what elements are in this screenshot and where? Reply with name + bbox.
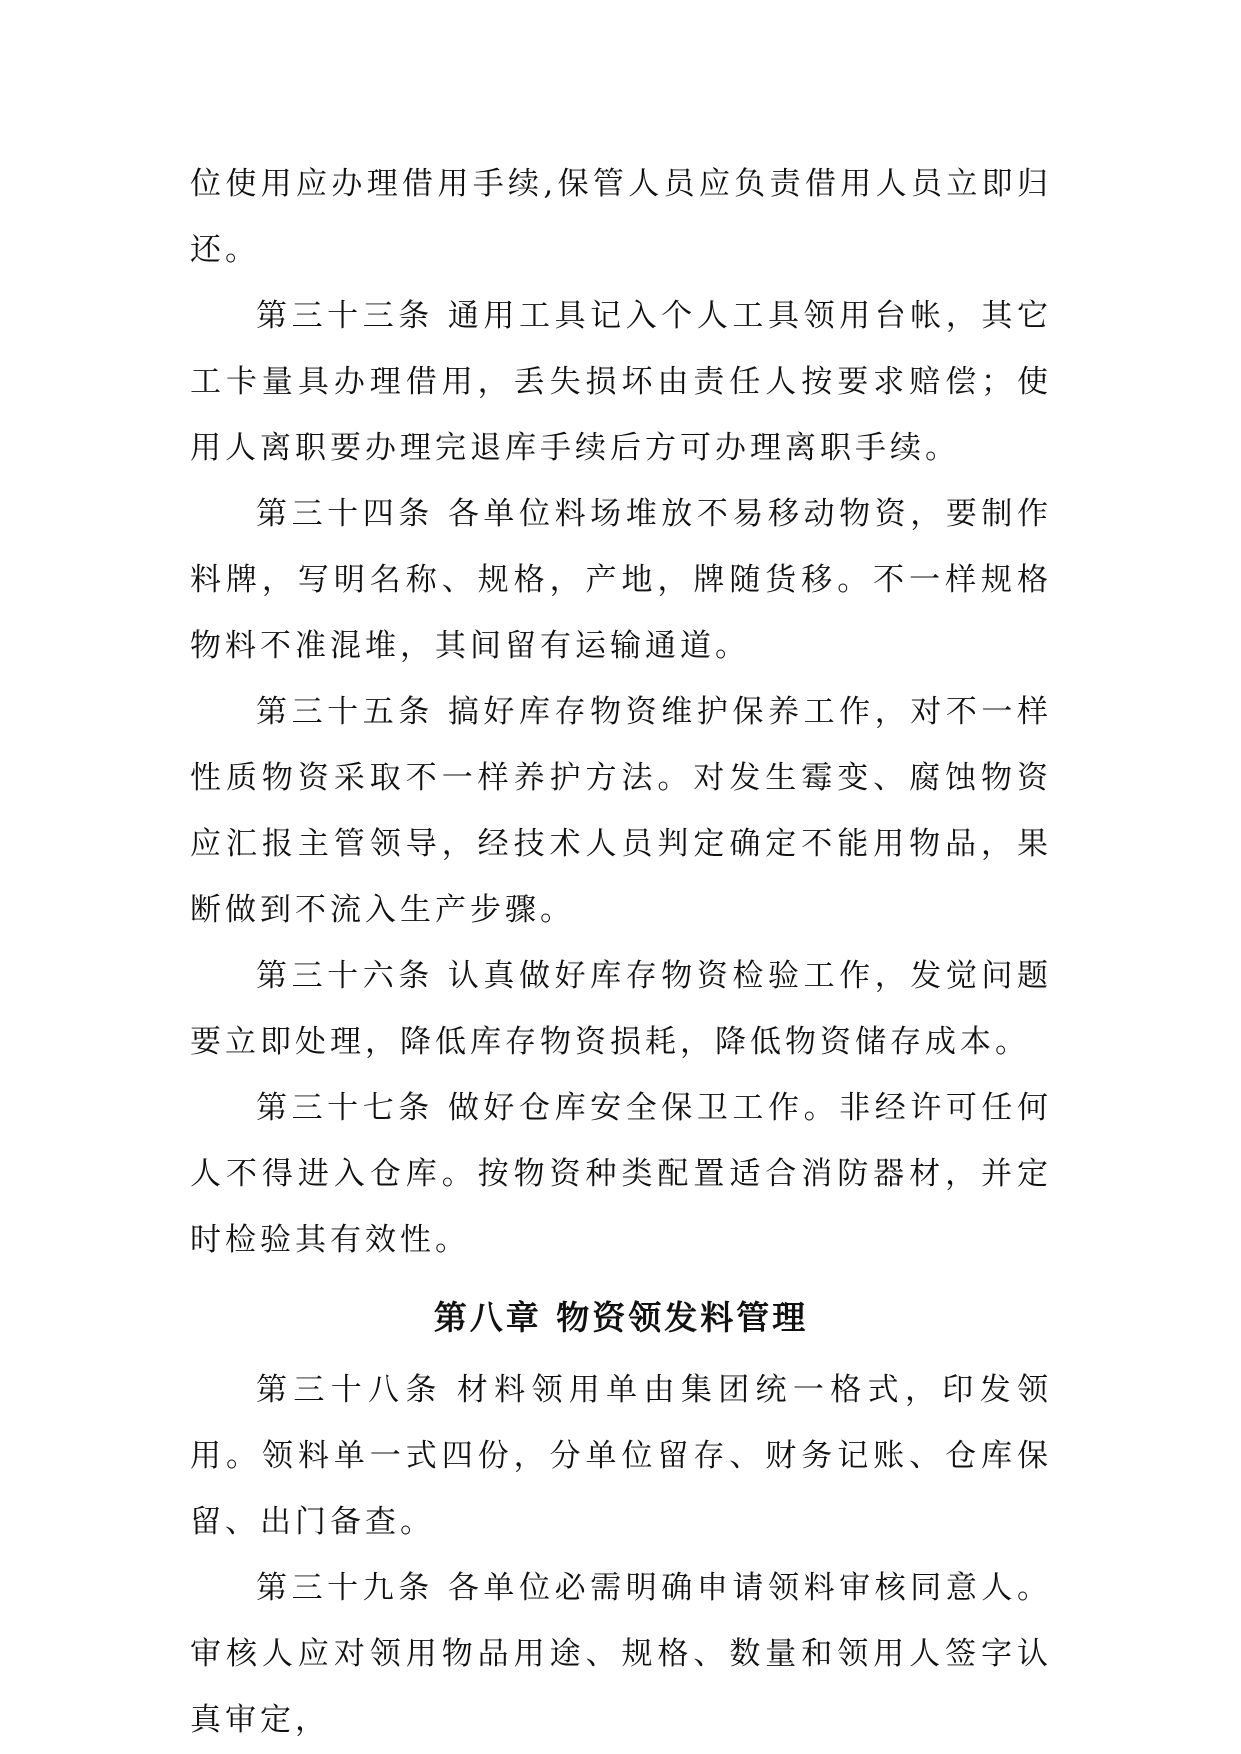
article-33 bbox=[190, 283, 1052, 481]
article-text: 搞好库存物资维护保养工作，对不一样性质物资采取不一样养护方法。对发生霉变、腐蚀物资应汇报主管领导，经技术人员判定确定不能用物品，果断做到不流入生产步骤。 bbox=[190, 694, 1053, 928]
article-36 bbox=[190, 943, 1052, 1075]
article-38 bbox=[190, 1357, 1052, 1555]
article-text: 做好仓库安全保卫工作。非经许可任何人不得进入仓库。按物资种类配置适合消防器材，并定时检验其有效性。 bbox=[190, 1090, 1053, 1258]
chapter-heading: 第八章 物资领发料管理 bbox=[433, 1298, 809, 1337]
continuation-paragraph: 位使用应办理借用手续,保管人员应负责借用人员立即归还。 bbox=[190, 166, 1052, 268]
article-number: 第三十三条 bbox=[256, 298, 434, 334]
document-body bbox=[190, 151, 1052, 1753]
article-number: 第三十九条 bbox=[256, 1570, 434, 1606]
article-35 bbox=[190, 679, 1052, 943]
article-number: 第三十七条 bbox=[256, 1090, 434, 1126]
article-number: 第三十四条 bbox=[256, 496, 434, 532]
article-text: 各单位必需明确申请领料审核同意人。审核人应对领用物品用途、规格、数量和领用人签字认真审定， bbox=[190, 1570, 1053, 1738]
article-text: 通用工具记入个人工具领用台帐，其它工卡量具办理借用，丢失损坏由责任人按要求赔偿；使用人离职要办理完退库手续后方可办理离职手续。 bbox=[190, 298, 1053, 466]
article-39 bbox=[190, 1555, 1052, 1753]
article-text: 各单位料场堆放不易移动物资，要制作料牌，写明名称、规格，产地，牌随货移。不一样规格物料不准混堆，其间留有运输通道。 bbox=[190, 496, 1053, 664]
article-37 bbox=[190, 1075, 1052, 1273]
article-text: 认真做好库存物资检验工作，发觉问题要立即处理，降低库存物资损耗，降低物资储存成本。 bbox=[190, 958, 1053, 1060]
article-number: 第三十五条 bbox=[256, 694, 434, 730]
article-34 bbox=[190, 481, 1052, 679]
article-number: 第三十八条 bbox=[256, 1372, 443, 1408]
article-number: 第三十六条 bbox=[256, 958, 434, 994]
article-text: 材料领用单由集团统一格式，印发领用。领料单一式四份，分单位留存、财务记账、仓库保留、出门备查。 bbox=[190, 1372, 1052, 1540]
